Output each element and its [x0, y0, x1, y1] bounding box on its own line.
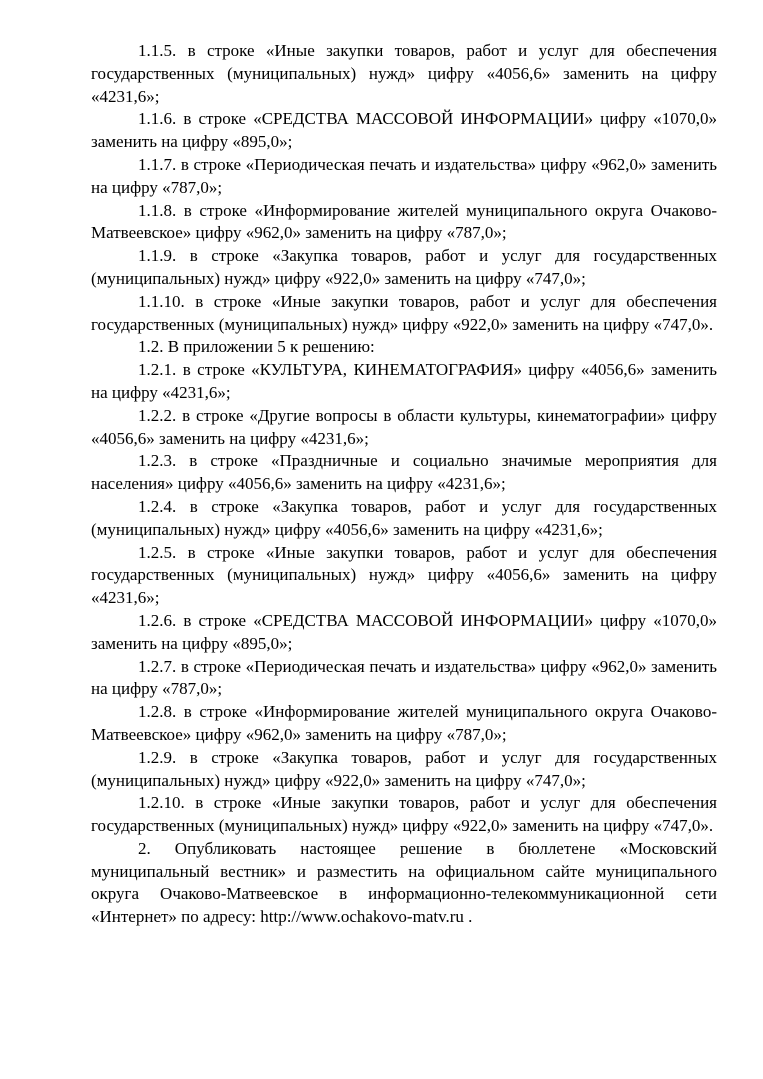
document-page	[91, 40, 717, 929]
paragraph-1-2-7: 1.2.7. в строке «Периодическая печать и издательства» цифру «962,0» заменить на цифру «787,0»;	[91, 656, 717, 699]
paragraph-1-1-8: 1.1.8. в строке «Информирование жителей муниципального округа Очаково-Матвеевское» цифру «962,0» заменить на цифру «787,0»;	[91, 200, 717, 243]
paragraph-1-1-9: 1.1.9. в строке «Закупка товаров, работ и услуг для государственных (муниципальных) нужд» цифру «922,0» заменить на цифру «747,0»;	[91, 246, 717, 288]
paragraph-1-2-5: 1.2.5. в строке «Иные закупки товаров, работ и услуг для обеспечения государственных (муниципальных) нужд» цифру «4056,6» заменить на цифру «4231,6»;	[91, 542, 717, 608]
paragraph-1-2-2: 1.2.2. в строке «Другие вопросы в области культуры, кинематографии» цифру «4056,6» заменить на цифру «4231,6»;	[91, 405, 717, 448]
paragraph-1-2-3: 1.2.3. в строке «Праздничные и социально значимые мероприятия для населения» цифру «4056,6» заменить на цифру «4231,6»;	[91, 451, 717, 494]
paragraph-1-2-6: 1.2.6. в строке «СРЕДСТВА МАССОВОЙ ИНФОРМАЦИИ» цифру «1070,0» заменить на цифру «895,0»;	[91, 610, 717, 653]
paragraph-1-2-10: 1.2.10. в строке «Иные закупки товаров, работ и услуг для обеспечения государственных (муниципальных) нужд» цифру «922,0» заменить на цифру «747,0».	[91, 793, 717, 836]
paragraph-1-2: 1.2. В приложении 5 к решению:	[138, 337, 375, 357]
paragraph-1-1-6: 1.1.6. в строке «СРЕДСТВА МАССОВОЙ ИНФОРМАЦИИ» цифру «1070,0» заменить на цифру «895,0»;	[91, 109, 717, 152]
paragraph-1-2-4: 1.2.4. в строке «Закупка товаров, работ и услуг для государственных (муниципальных) нужд» цифру «4056,6» заменить на цифру «4231,6»;	[91, 496, 717, 539]
paragraph-1-2-1: 1.2.1. в строке «КУЛЬТУРА, КИНЕМАТОГРАФИЯ» цифру «4056,6» заменить на цифру «4231,6»;	[91, 360, 717, 402]
paragraph-1-2-9: 1.2.9. в строке «Закупка товаров, работ и услуг для государственных (муниципальных) нужд» цифру «922,0» заменить на цифру «747,0»;	[91, 747, 717, 790]
paragraph-1-1-10: 1.1.10. в строке «Иные закупки товаров, работ и услуг для обеспечения государственных (муниципальных) нужд» цифру «922,0» заменить на цифру «747,0».	[91, 291, 717, 334]
paragraph-1-2-8: 1.2.8. в строке «Информирование жителей муниципального округа Очаково-Матвеевское» цифру «962,0» заменить на цифру «787,0»;	[91, 702, 717, 744]
paragraph-1-1-7: 1.1.7. в строке «Периодическая печать и издательства» цифру «962,0» заменить на цифру «787,0»;	[91, 154, 717, 197]
paragraph-1-1-5: 1.1.5. в строке «Иные закупки товаров, работ и услуг для обеспечения государственных (муниципальных) нужд» цифру «4056,6» заменить на цифру «4231,6»;	[91, 41, 717, 106]
paragraph-2-publish: 2. Опубликовать настоящее решение в бюллетене «Московский муниципальный вестник» и разместить на официальном сайте муниципального округа Очаково-Матвеевское в информационно-телекоммуникационной сети «Интернет» по адресу: http://www.ochakovo-matv.ru .	[91, 838, 717, 927]
